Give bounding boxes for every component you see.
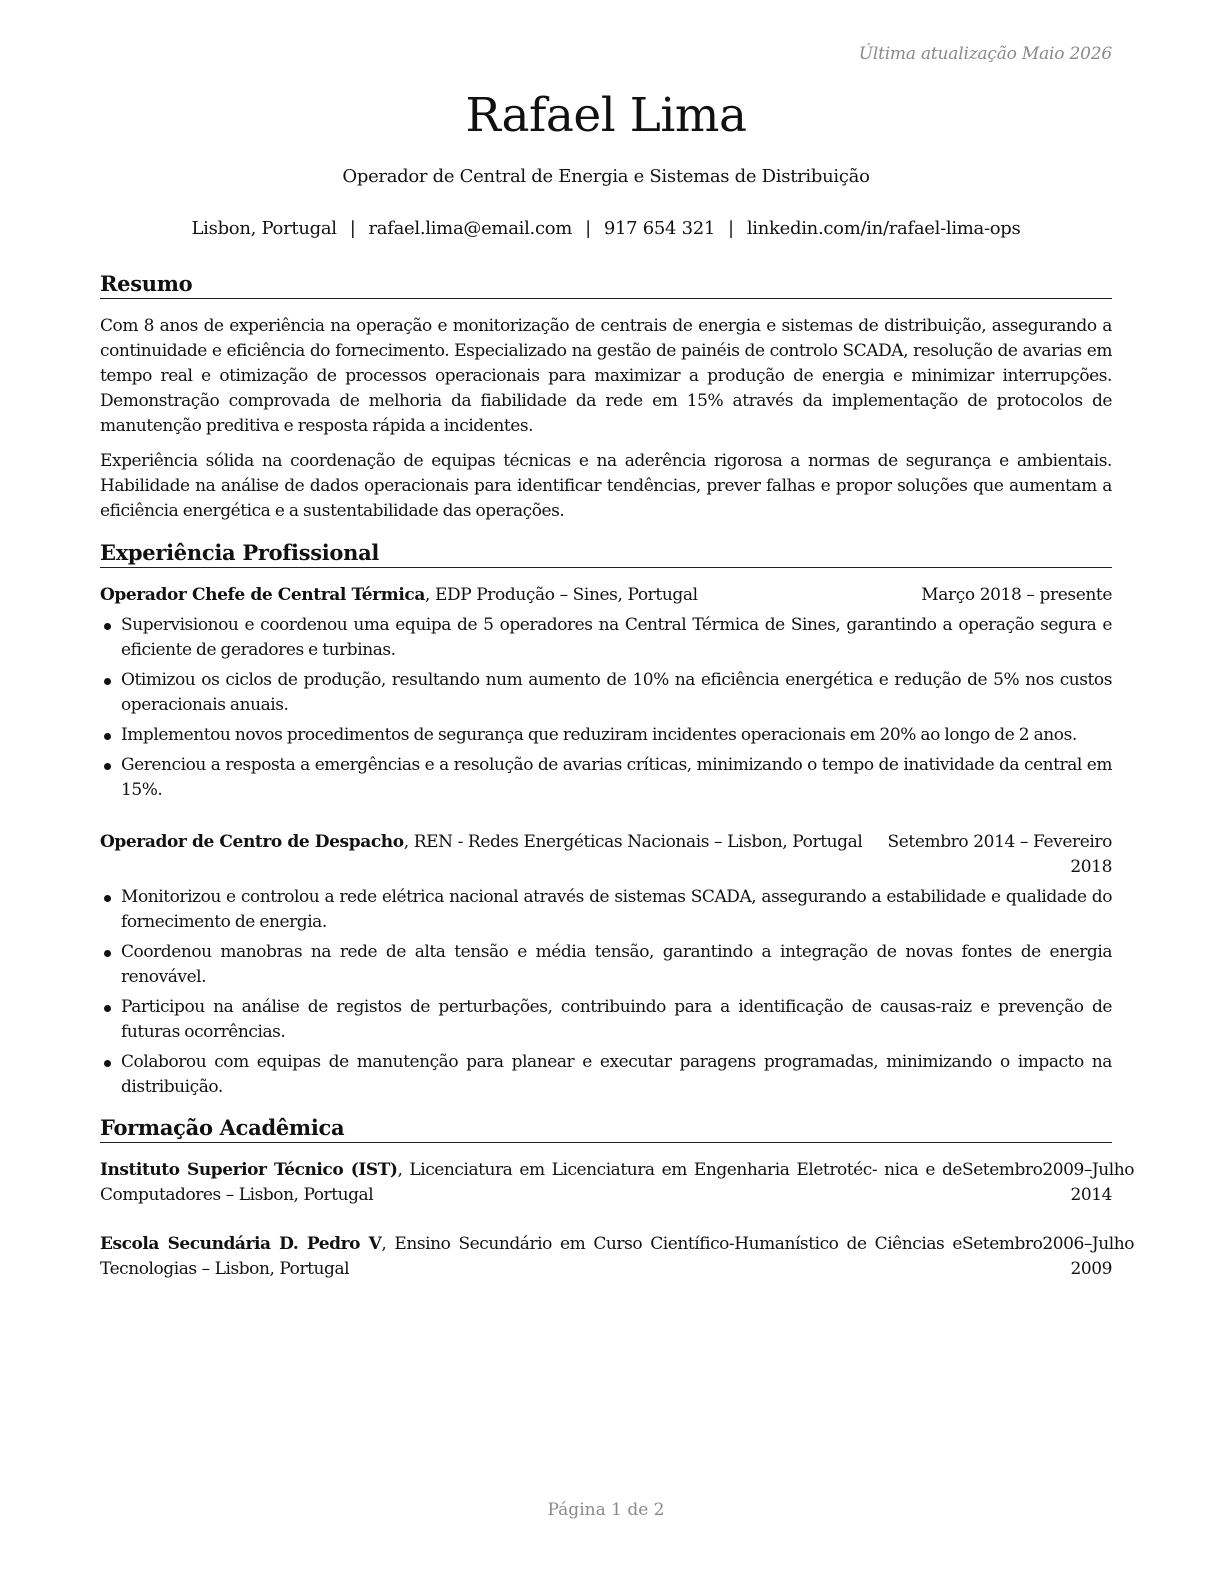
contact-separator: | [349, 218, 356, 239]
education-detail: , Licenciatura em Licenciatura em Engenharia Eletrotéc- nica e de Computadores – Lisbon, Portugal [100, 1160, 962, 1205]
list-item: Gerenciou a resposta a emergências e a resolução de avarias críticas, minimizando o tempo de inatividade da central em 15%. [100, 753, 1112, 803]
bullet-icon [104, 1060, 111, 1067]
summary-paragraph-1: Com 8 anos de experiência na operação e monitorização de centrais de energia e sistemas de distribuição, assegurando a continuidade e eficiência do fornecimento. Especializado na gestão de painéis de controlo SCADA, resolução de avarias em tempo real e otimização de processos operacionais para maximizar a produção de energia e minimizar interrupções. Demonstração comprovada de melhoria da fiabilidade da rede em 15% através da implementação de protocolos de manutenção preditiva e resposta rápida a incidentes. [100, 316, 1112, 436]
contact-line [100, 218, 1112, 239]
job-header-1 [100, 583, 1112, 608]
job-dates: Setembro 2014 – Fevereiro [887, 832, 1112, 852]
list-item: Supervisionou e coordenou uma equipa de 5 operadores na Central Térmica de Sines, garantindo a operação segura e eficiente de geradores e turbinas. [100, 613, 1112, 663]
contact-email[interactable]: rafael.lima@email.com [368, 218, 573, 239]
contact-phone: 917 654 321 [603, 218, 716, 239]
bullet-icon [104, 1005, 111, 1012]
job-company: , REN - Redes Energéticas Nacionais – Lisbon, Portugal [403, 832, 863, 852]
resume-page [100, 0, 1135, 1584]
list-item: Coordenou manobras na rede de alta tensão e média tensão, garantindo a integração de novas fontes de energia renovável. [100, 940, 1112, 990]
list-item: Colaborou com equipas de manutenção para planear e executar paragens programadas, minimizando o impacto na distribuição. [100, 1050, 1112, 1100]
list-item: Otimizou os ciclos de produção, resultando num aumento de 10% na eficiência energética e redução de 5% nos custos operacionais anuais. [100, 668, 1112, 718]
bullet-icon [104, 733, 111, 740]
job-dates: Março 2018 – presente [921, 585, 1112, 605]
bullet-icon [104, 623, 111, 630]
candidate-name: Rafael Lima [465, 88, 747, 143]
job-2-bullets [100, 885, 1112, 1105]
section-title-education: Formação Acadêmica [100, 1114, 1112, 1143]
job-1-bullets [100, 613, 1112, 808]
section-title-summary: Resumo [100, 270, 1112, 299]
job-role: Operador Chefe de Central Térmica [100, 585, 425, 605]
headline: Operador de Central de Energia e Sistemas de Distribuição [342, 166, 870, 187]
job-dates-continued: 2018 [1070, 857, 1112, 877]
section-title-experience: Experiência Profissional [100, 539, 1112, 568]
last-updated: Última atualização Maio 2026 [858, 44, 1112, 64]
bullet-icon [104, 678, 111, 685]
education-dates: Setembro 2009 – Julho 2014 [962, 1160, 1135, 1205]
education-school: Escola Secundária D. Pedro V [100, 1234, 382, 1254]
education-detail: , Ensino Secundário em Curso Científico-Humanístico de Ciências e Tecnologias – Lisbon, Portugal [100, 1234, 962, 1279]
list-item: Monitorizou e controlou a rede elétrica nacional através de sistemas SCADA, assegurando a estabilidade e qualidade do fornecimento de energia. [100, 885, 1112, 935]
summary-paragraph-2: Experiência sólida na coordenação de equipas técnicas e na aderência rigorosa a normas de segurança e ambientais. Habilidade na análise de dados operacionais para identificar tendências, prever falhas e propor soluções que aumentam a eficiência energética e a sustentabilidade das operações. [100, 451, 1112, 521]
contact-separator: | [728, 218, 734, 239]
education-dates: Setembro 2006 – Julho 2009 [962, 1234, 1135, 1279]
job-header-2 [100, 830, 1112, 880]
page-number: Página 1 de 2 [547, 1500, 665, 1520]
contact-linkedin[interactable]: linkedin.com/in/rafael-lima-ops [746, 218, 1021, 239]
education-school: Instituto Superior Técnico (IST) [100, 1160, 398, 1180]
list-item: Implementou novos procedimentos de segurança que reduziram incidentes operacionais em 20% ao longo de 2 anos. [100, 723, 1112, 748]
contact-separator: | [585, 218, 591, 239]
contact-location: Lisbon, Portugal [191, 218, 337, 239]
list-item: Participou na análise de registos de perturbações, contribuindo para a identificação de causas-raiz e prevenção de futuras ocorrências. [100, 995, 1112, 1045]
bullet-icon [104, 950, 111, 957]
bullet-icon [104, 895, 111, 902]
job-role: Operador de Centro de Despacho [100, 832, 404, 852]
bullet-icon [104, 763, 111, 770]
job-company: , EDP Produção – Sines, Portugal [424, 585, 698, 605]
